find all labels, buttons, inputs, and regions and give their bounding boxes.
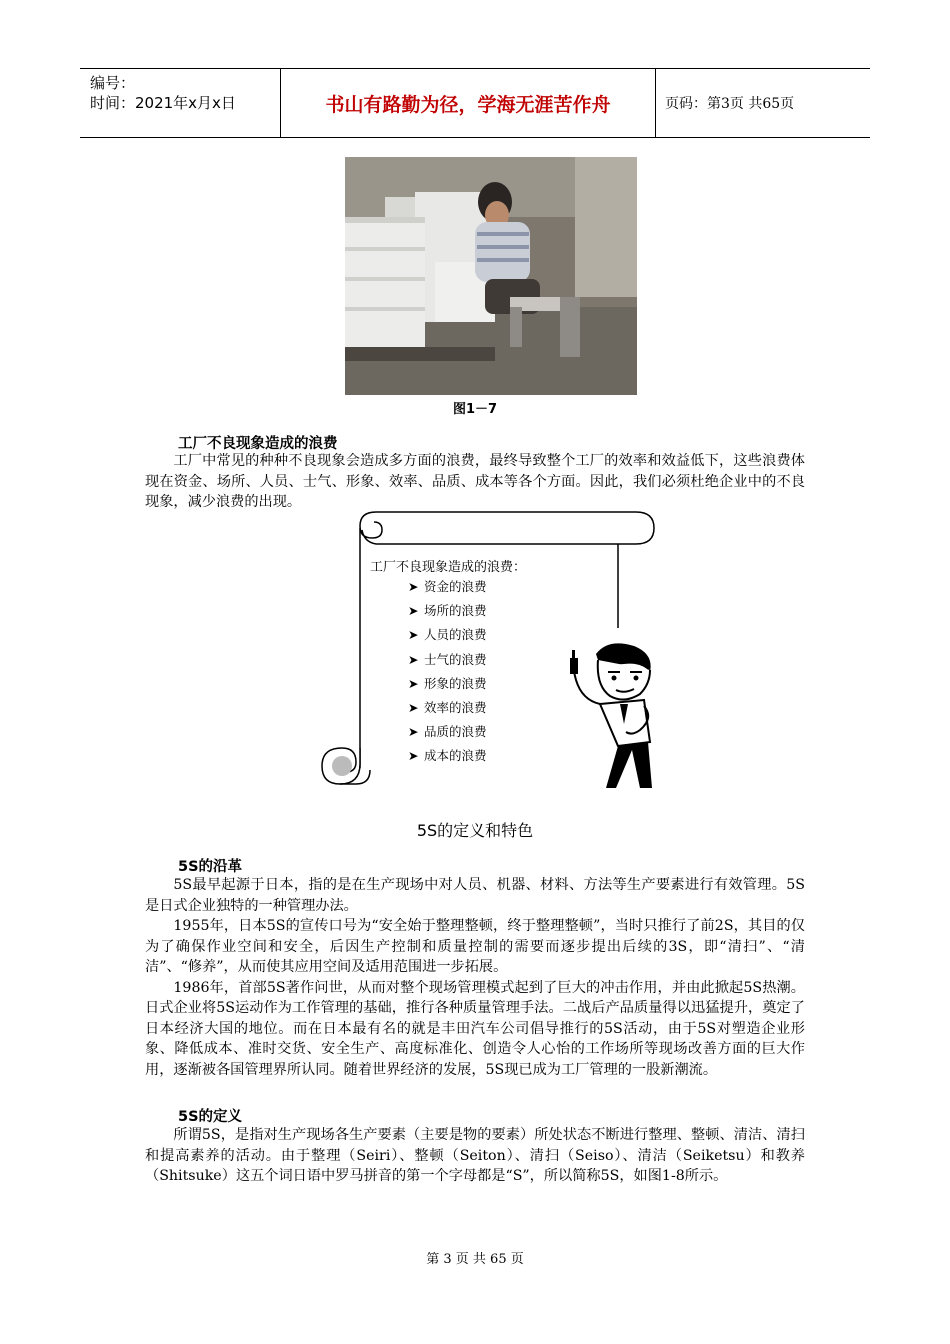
paragraph-text: 工厂中常见的种种不良现象会造成多方面的浪费，最终导致整个工厂的效率和效益低下，这些浪费体现在资金、场所、人员、士气、形象、效率、品质、成本等各个方面。因此，我们必须杜绝企业中的不良现象，减少浪费的出现。	[145, 453, 805, 510]
paragraph-history	[145, 875, 805, 1080]
cartoon-man-illustration	[558, 638, 668, 790]
paragraph-text: 1986年，首部5S著作问世，从而对整个现场管理模式起到了巨大的冲击作用，并由此掀起5S热潮。日式企业将5S运动作为工作管理的基础，推行各种质量管理手法。二战后产品质量得以迅猛提升，奠定了日本经济大国的地位。而在日本最有名的就是丰田汽车公司倡导推行的5S活动，由于5S对塑造企业形象、降低成本、准时交货、安全生产、高度标准化、创造令人心怡的工作场所等现场改善方面的巨大作用，逐渐被各国管理界所认同。随着世界经济的发展，5S现已成为工厂管理的一股新潮流。	[145, 979, 805, 1078]
header-motto: 书山有路勤为径，学海无涯苦作舟	[280, 69, 656, 137]
arrow-icon: ➤	[408, 699, 419, 715]
figure-caption: 图1－7	[452, 402, 498, 417]
section-heading-history: 5S的沿革	[178, 859, 243, 875]
paragraph-definition	[145, 1125, 805, 1187]
arrow-icon: ➤	[408, 724, 419, 740]
waste-list	[408, 577, 487, 771]
paragraph-text: 5S最早起源于日本，指的是在生产现场中对人员、机器、材料、方法等生产要素进行有效管理。5S是日式企业独特的一种管理办法。	[145, 877, 805, 914]
paragraph-text: 所谓5S，是指对生产现场各生产要素（主要是物的要素）所处状态不断进行整理、整顿、清洁、清扫和提高素养的活动。由于整理（Seiri）、整顿（Seiton）、清扫（Seiso）、清洁（Seiketsu）和教养（Shitsuke）这五个词日语中罗马拼音的第一个字母都是“S”，所以简称5S，如图1-8所示。	[145, 1127, 805, 1184]
factory-photo	[345, 157, 637, 395]
arrow-icon: ➤	[408, 603, 419, 619]
page-header	[80, 68, 870, 138]
time-label: 时间：2021年x月x日	[90, 94, 236, 112]
arrow-icon: ➤	[408, 675, 419, 691]
arrow-icon: ➤	[408, 627, 419, 643]
list-item: ➤ 品质的浪费	[408, 722, 487, 746]
arrow-icon: ➤	[408, 651, 419, 667]
section-heading-waste: 工厂不良现象造成的浪费	[178, 436, 338, 452]
section-heading-definition: 5S的定义	[178, 1109, 243, 1125]
list-item: ➤ 士气的浪费	[408, 650, 487, 674]
arrow-icon: ➤	[408, 748, 419, 764]
header-meta	[80, 69, 280, 137]
arrow-icon: ➤	[408, 579, 419, 594]
number-label: 编号：	[90, 74, 136, 92]
list-item: ➤ 成本的浪费	[408, 746, 487, 770]
chapter-title: 5S的定义和特色	[416, 821, 534, 840]
list-item: ➤ 形象的浪费	[408, 674, 487, 698]
list-item: ➤ 人员的浪费	[408, 625, 487, 649]
list-item: ➤ 效率的浪费	[408, 698, 487, 722]
scroll-title: 工厂不良现象造成的浪费：	[370, 560, 527, 575]
list-item: ➤ 资金的浪费	[408, 577, 487, 601]
header-page-code: 页码：第3页 共65页	[665, 96, 795, 112]
paragraph-text: 1955年，日本5S的宣传口号为“安全始于整理整顿，终于整理整顿”，当时只推行了前2S，其目的仅为了确保作业空间和安全，后因生产控制和质量控制的需要而逐步提出后续的3S，即“清扫”、“清洁”、“修养”，从而使其应用空间及适用范围进一步拓展。	[145, 918, 805, 975]
paragraph-waste	[145, 451, 805, 513]
list-item: ➤ 场所的浪费	[408, 601, 487, 625]
page-footer: 第 3 页 共 65 页	[426, 1252, 524, 1267]
